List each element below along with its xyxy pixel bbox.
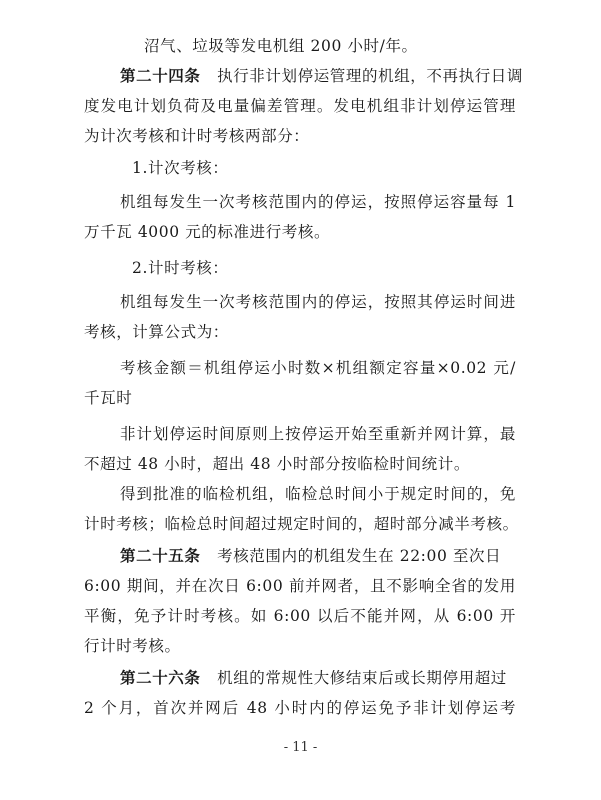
formula-line: 考核金额＝机组停运小时数×机组额定容量×0.02 元/ [120,359,516,377]
text-line: 得到批准的临检机组，临检总时间小于规定时间的，免 [120,485,516,503]
text-line: 2 个月，首次并网后 48 小时内的停运免予非计划停运考 [84,699,516,717]
text-line: 为计次考核和计时考核两部分： [84,127,310,145]
page-number: - 11 - [283,740,318,755]
text-line: 6:00 期间，并在次日 6:00 前并网者，且不影响全省的发用 [84,577,516,595]
article-24-heading: 第二十四条 [120,66,201,85]
article-25-text: 考核范围内的机组发生在 22:00 至次日 [217,547,502,565]
text-line: 考核，计算公式为： [84,323,229,341]
text-line: 非计划停运时间原则上按停运开始至重新并网计算，最 [120,425,516,443]
article-25-line [120,546,552,566]
article-25-heading: 第二十五条 [120,546,201,565]
text-line: 万千瓦 4000 元的标准进行考核。 [84,223,331,241]
text-line: 度发电计划负荷及电量偏差管理。发电机组非计划停运管理 [84,97,516,115]
subheading-count-assessment: 1.计次考核： [132,159,229,177]
text-line: 计时考核；临检总时间超过规定时间的，超时部分减半考核。 [84,515,519,533]
subheading-time-assessment: 2.计时考核： [132,259,229,277]
text-line: 机组每发生一次考核范围内的停运，按照停运容量每 1 [120,193,516,211]
article-26-text: 机组的常规性大修结束后或长期停用超过 [217,669,507,687]
text-line: 沼气、垃圾等发电机组 200 小时/年。 [144,37,418,55]
text-line: 机组每发生一次考核范围内的停运，按照其停运时间进 [120,293,516,311]
text-line: 不超过 48 小时，超出 48 小时部分按临检时间统计。 [84,455,470,473]
article-26-heading: 第二十六条 [120,668,201,687]
article-26-line [120,668,552,688]
article-24-line [120,66,552,86]
text-line: 行计时考核。 [84,637,181,655]
text-line: 平衡，免予计时考核。如 6:00 以后不能并网，从 6:00 开 [84,607,516,625]
formula-line: 千瓦时 [84,389,133,407]
article-24-text: 执行非计划停运管理的机组，不再执行日调 [217,67,524,85]
